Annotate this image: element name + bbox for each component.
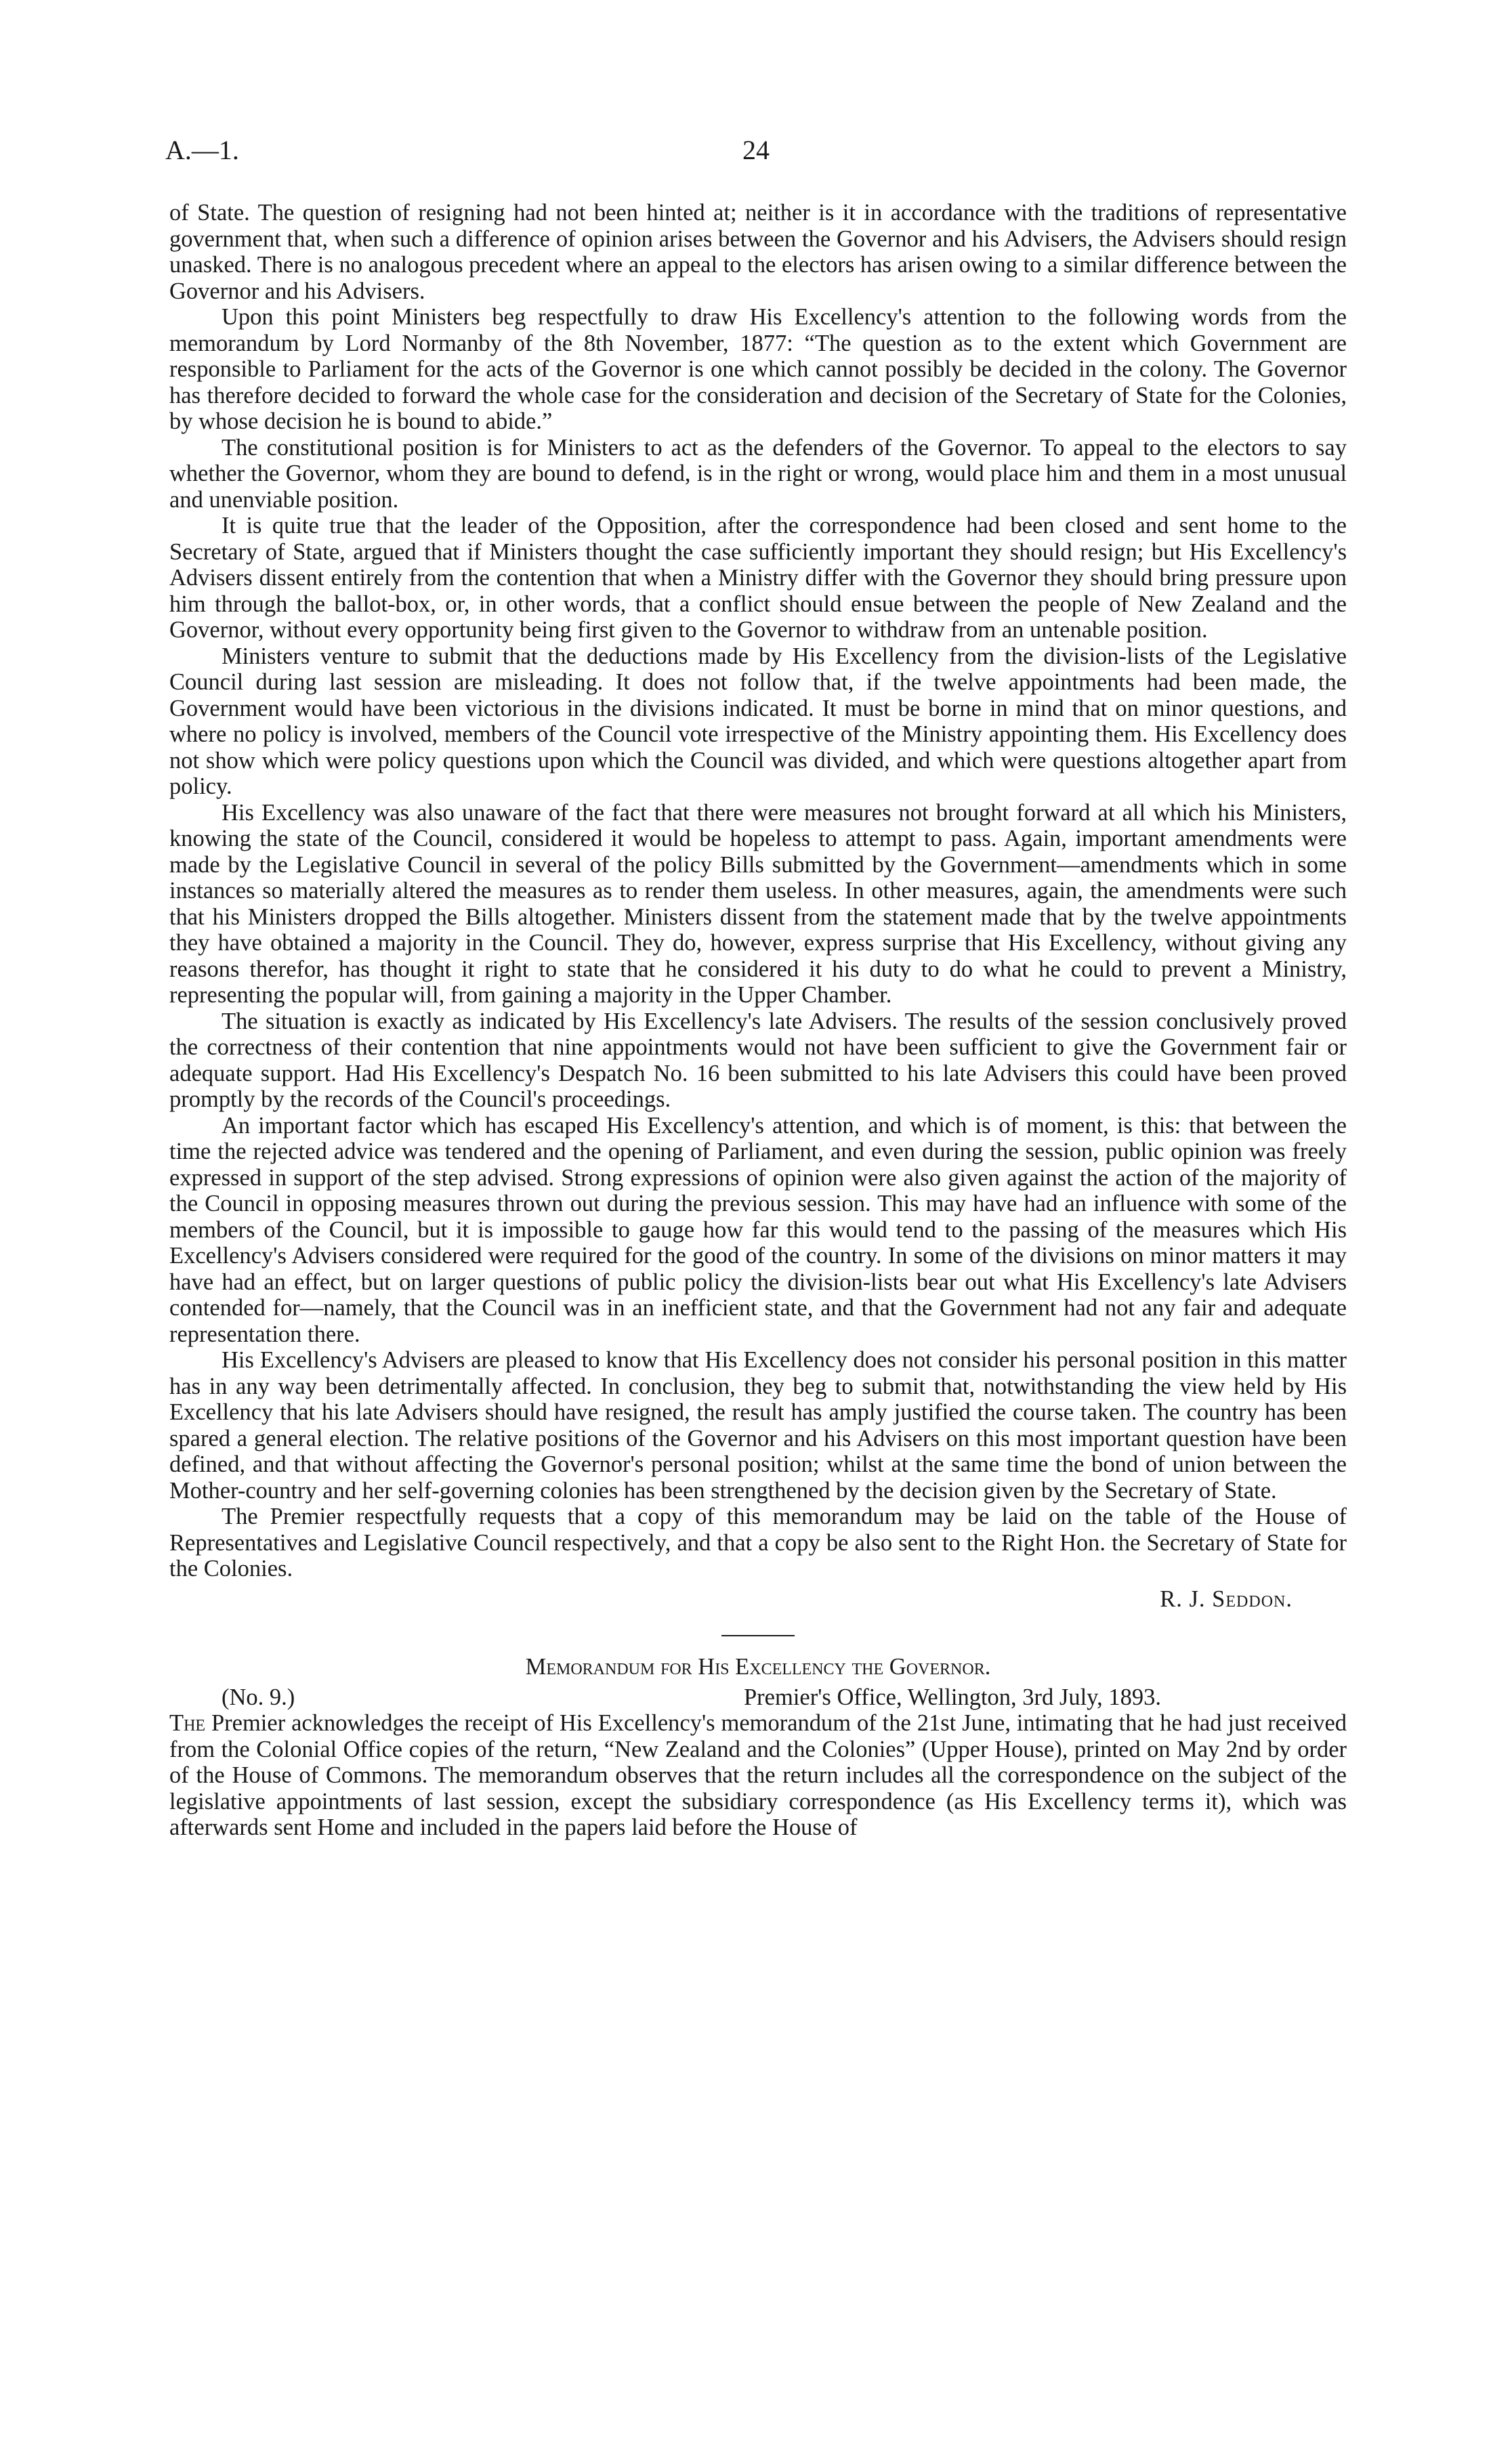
paragraph-continuation: of State. The question of resigning had not been hinted at; neither is it in accordance with the traditions of representative government that, when such a difference of opinion arises between the Governor and his Advisers, the Advisers should resign unasked. There is no analogous precedent where an appeal to the electors has arisen owing to a similar difference between the Governor and his Advisers.: [169, 200, 1347, 304]
memo-paragraph: [169, 1710, 1347, 1841]
paragraph: It is quite true that the leader of the Opposition, after the correspondence had been closed and sent home to the Secretary of State, argued that if Ministers thought the case sufficiently important they should resign; but His Excellency's Advisers dissent entirely from the contention that when a Ministry differ with the Governor they should bring pressure upon him through the ballot-box, or, in other words, that a conflict should ensue between the people of New Zealand and the Governor, without every opportunity being first given to the Governor to withdraw from an untenable position.: [169, 513, 1347, 643]
paragraph: The situation is exactly as indicated by His Excellency's late Advisers. The results of the session conclusively proved the correctness of their contention that nine appointments would not have been sufficient to give the Government fair or adequate support. Had His Excellency's Despatch No. 16 been submitted to his late Advisers this could have been proved promptly by the records of the Council's proceedings.: [169, 1008, 1347, 1112]
memo-title: Memorandum for His Excellency the Governor.: [525, 1654, 991, 1680]
paragraph: His Excellency's Advisers are pleased to know that His Excellency does not consider his personal position in this matter has in any way been detrimentally affected. In conclusion, they beg to submit that, notwithstanding the view held by His Excellency that his late Advisers should have resigned, the result has amply justified the course taken. The country has been spared a general election. The relative positions of the Governor and his Advisers on this most important question have been defined, and that without affecting the Governor's personal position; whilst at the same time the bond of union between the Mother-country and her self-governing colonies has been strengthened by the decision given by the Secretary of State.: [169, 1347, 1347, 1504]
memo-number: (No. 9.): [222, 1684, 295, 1710]
paragraph: Ministers venture to submit that the deductions made by His Excellency from the division-lists of the Legislative Council during last session are misleading. It does not follow that, if the twelve appointments had been made, the Government would have been victorious in the divisions indicated. It must be borne in mind that on minor questions, and where no policy is involved, members of the Council vote irrespective of the Ministry appointing them. His Excellency does not show which were policy questions upon which the Council was divided, and which were questions altogether apart from policy.: [169, 643, 1347, 799]
paper-code: A.—1.: [165, 135, 239, 165]
paragraph: Upon this point Ministers beg respectfully to draw His Excellency's attention to the following words from the memorandum by Lord Normanby of the 8th November, 1877: “The question as to the extent which Government are responsible to Parliament for the acts of the Governor is one which cannot possibly be decided in the colony. The Governor has therefore decided to forward the whole case for the consideration and decision of the Secretary of State for the Colonies, by whose decision he is bound to abide.”: [169, 304, 1347, 434]
paragraph: The constitutional position is for Ministers to act as the defenders of the Governor. To appeal to the electors to say whether the Governor, whom they are bound to defend, is in the right or wrong, would place him and them in a most unusual and unenviable position.: [169, 434, 1347, 513]
paragraph: An important factor which has escaped His Excellency's attention, and which is of moment, is this: that between the time the rejected advice was tendered and the opening of Parliament, and even during the session, public opinion was freely expressed in support of the step advised. Strong expressions of opinion were also given against the action of the majority of the Council in opposing measures thrown out during the previous session. This may have had an influence with some of the members of the Council, but it is impossible to gauge how far this would tend to the passing of the measures which His Excellency's Advisers considered were required for the good of the country. In some of the divisions on minor matters it may have had an effect, but on larger questions of public policy the division-lists bear out what His Excellency's late Advisers contended for—namely, that the Council was in an inefficient state, and that the Government had not any fair and adequate representation there.: [169, 1112, 1347, 1347]
memo-text: Premier acknowledges the receipt of His Excellency's memorandum of the 21st June, intimating that he had just received from the Colonial Office copies of the return, “New Zealand and the Colonies” (Upper House), printed on May 2nd by order of the House of Commons. The memorandum observes that the return includes all the correspondence on the subject of the legislative appointments of last session, except the subsidiary correspondence (as His Excellency terms it), which was afterwards sent Home and included in the papers laid before the House of: [169, 1710, 1347, 1840]
memo-lead-word: The: [169, 1710, 206, 1736]
page-number: 24: [742, 135, 770, 165]
memo-office-date: Premier's Office, Wellington, 3rd July, 1893.: [744, 1684, 1162, 1710]
body-text: [169, 200, 1347, 1841]
page-header: [0, 134, 1512, 175]
memo-meta: [169, 1684, 1347, 1711]
section-divider: [721, 1635, 795, 1636]
paragraph: The Premier respectfully requests that a copy of this memorandum may be laid on the table of the House of Representatives and Legislative Council respectively, and that a copy be also sent to the Right Hon. the Secretary of State for the Colonies.: [169, 1504, 1347, 1581]
signature: R. J. Seddon.: [1160, 1586, 1293, 1612]
paragraph: His Excellency was also unaware of the fact that there were measures not brought forward at all which his Ministers, knowing the state of the Council, considered it would be hopeless to attempt to pass. Again, important amendments were made by the Legislative Council in several of the policy Bills submitted by the Government—amendments which in some instances so materially altered the measures as to render them useless. In other measures, again, the amendments were such that his Ministers dropped the Bills altogether. Ministers dissent from the statement made that by the twelve appointments they have obtained a majority in the Council. They do, however, express surprise that His Excellency, without giving any reasons therefor, has thought it right to state that he considered it his duty to do what he could to prevent a Ministry, representing the popular will, from gaining a majority in the Upper Chamber.: [169, 799, 1347, 1008]
